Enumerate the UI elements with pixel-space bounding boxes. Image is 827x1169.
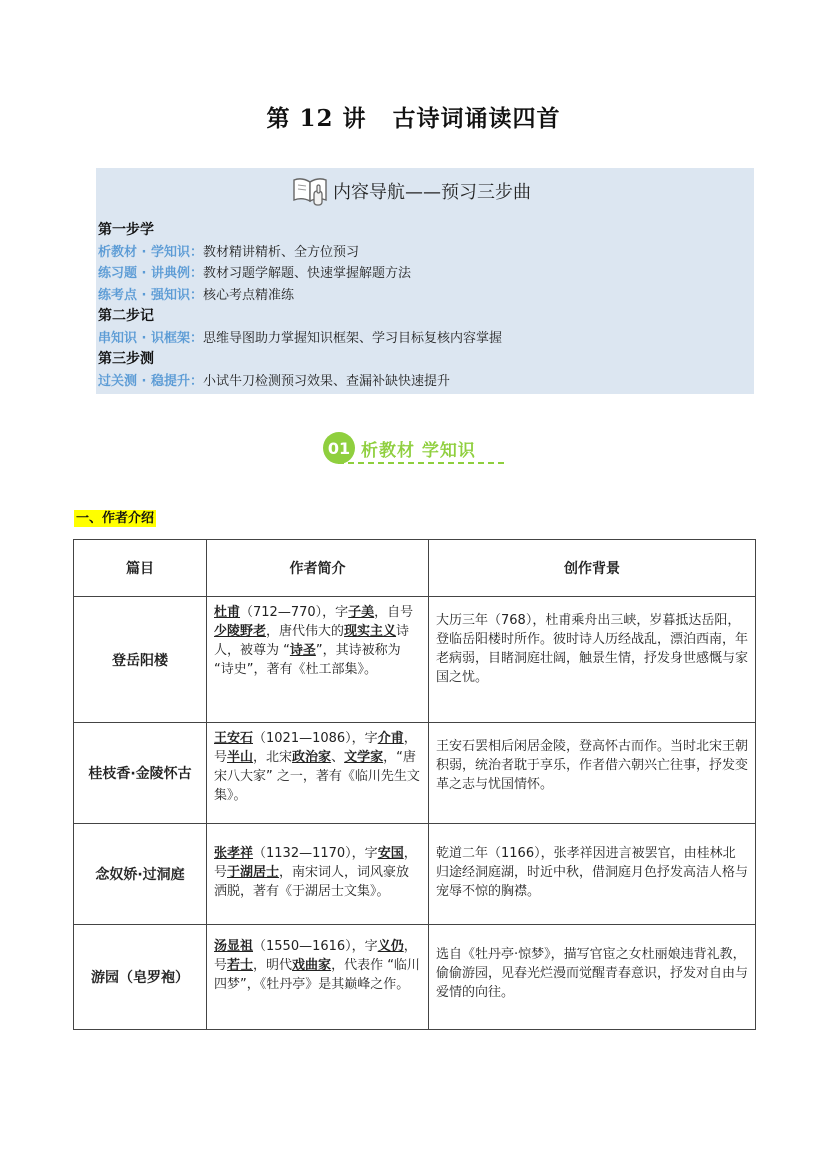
table-row: [74, 925, 756, 1030]
creation-background: 王安石罢相后闲居金陵，登高怀古而作。当时北宋王朝积弱，统治者耽于享乐，作者借六朝兴亡往事，抒发变革之志与忧国情怀。: [429, 723, 756, 824]
table-row: [74, 723, 756, 824]
nav-line-2: 练习题 · 讲典例：教材习题学解题、快速掌握解题方法: [98, 266, 412, 281]
creation-background: 大历三年（768），杜甫乘舟出三峡，岁暮抵达岳阳，登临岳阳楼时所作。彼时诗人历经战乱，漂泊西南，年老病弱，目睹洞庭壮阔，触景生情，抒发身世感慨与家国之忧。: [429, 597, 756, 723]
lecture-topic: 古诗词诵读四首: [392, 105, 561, 132]
nav-line-3: 练考点 · 强知识：核心考点精准练: [98, 287, 295, 303]
nav-line-1: 析教材 · 学知识：教材精讲精析、全方位预习: [98, 244, 360, 260]
nav-heading-text: 内容导航——预习三步曲: [333, 182, 531, 203]
header-background: 创作背景: [429, 540, 756, 597]
badge-dashed-underline: [338, 462, 504, 464]
poem-title: 念奴娇·过洞庭: [74, 824, 207, 925]
header-author: 作者简介: [207, 540, 429, 597]
step-three-label: 第三步测: [98, 351, 154, 367]
author-intro: 汤显祖（1550—1616），字义仍，号若士，明代戏曲家，代表作 “临川四梦”，《牡丹亭》是其巅峰之作。: [207, 925, 429, 1030]
poem-title: 桂枝香·金陵怀古: [74, 723, 207, 824]
poem-title: 登岳阳楼: [74, 597, 207, 723]
section-badge: [323, 432, 476, 464]
badge-text: 析教材 学知识: [361, 440, 476, 461]
author-intro: 王安石（1021—1086），字介甫，号半山，北宋政治家、文学家，“唐宋八大家” 之一，著有《临川先生文集》。: [207, 723, 429, 824]
header-title: 篇目: [74, 540, 207, 597]
page-title: [0, 100, 827, 133]
creation-background: 选自《牡丹亭·惊梦》，描写官宦之女杜丽娘违背礼教，偷偷游园，见春光烂漫而觉醒青春意识，抒发对自由与爱情的向往。: [429, 925, 756, 1030]
table-header-row: [74, 540, 756, 597]
table-row: [74, 597, 756, 723]
section-heading: 一、作者介绍: [76, 511, 155, 526]
book-hand-icon: [291, 174, 331, 208]
nav-line-4: 串知识 · 识框架：思维导图助力掌握知识框架、学习目标复核内容掌握: [98, 330, 503, 346]
poem-title: 游园（皂罗袍）: [74, 925, 207, 1030]
creation-background: 乾道二年（1166），张孝祥因进言被罢官，由桂林北归途经洞庭湖，时近中秋，借洞庭月色抒发高洁人格与宠辱不惊的胸襟。: [429, 824, 756, 925]
nav-line-5: 过关测 · 稳提升：小试牛刀检测预习效果、查漏补缺快速提升: [98, 373, 451, 389]
table-row: [74, 824, 756, 925]
author-table: [73, 539, 756, 1030]
lecture-number: 第 12 讲: [266, 105, 367, 132]
author-intro: 张孝祥（1132—1170），字安国，号于湖居士，南宋词人，词风豪放洒脱，著有《于湖居士文集》。: [207, 824, 429, 925]
badge-number: 01: [323, 432, 355, 464]
nav-steps: [98, 220, 502, 392]
author-intro: 杜甫（712—770），字子美，自号少陵野老，唐代伟大的现实主义诗人，被尊为 “诗圣”，其诗被称为 “诗史”，著有《杜工部集》。: [207, 597, 429, 723]
step-one-label: 第一步学: [98, 222, 154, 238]
content-navigation-box: [96, 168, 754, 394]
nav-heading: [291, 174, 531, 208]
step-two-label: 第二步记: [98, 308, 154, 324]
